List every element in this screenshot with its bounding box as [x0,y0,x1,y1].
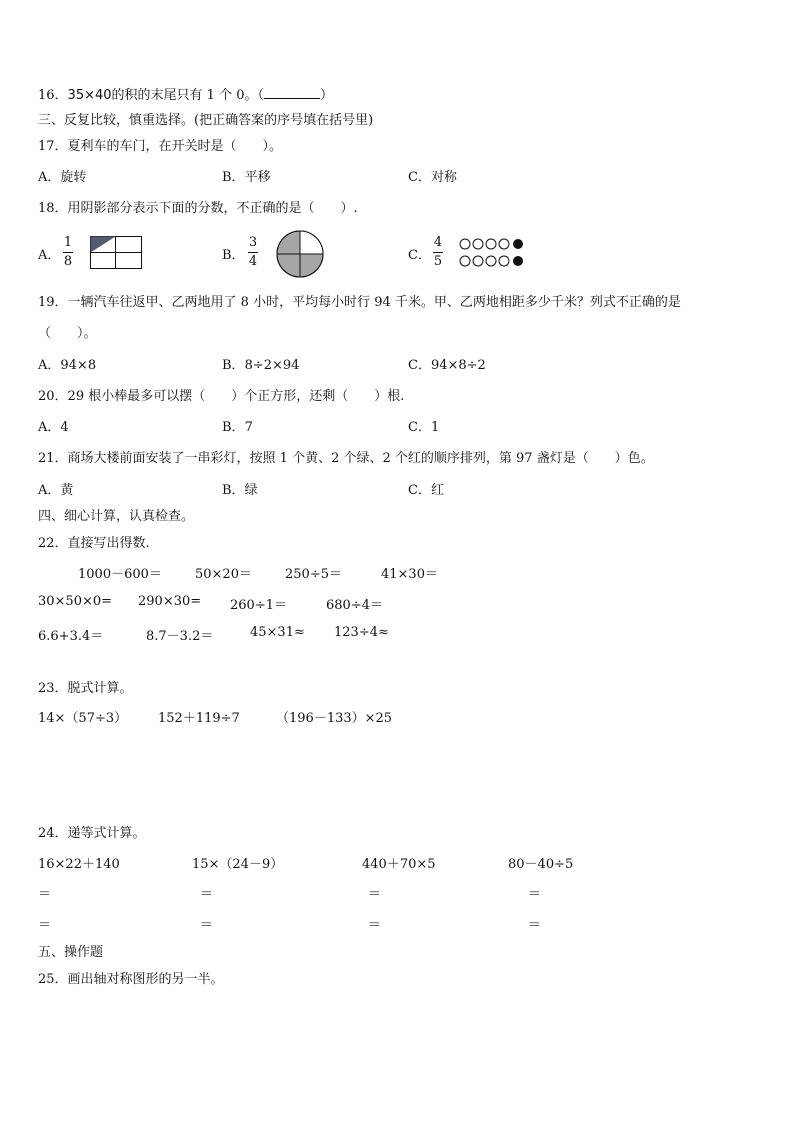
option-a[interactable]: A．4 [38,420,69,435]
question-24: 24．递等式计算。 [38,826,146,841]
question-23: 23．脱式计算。 [38,681,133,696]
section-4-heading: 四、细心计算，认真检查。 [38,509,195,524]
option-b[interactable]: B． [222,248,245,263]
calc-item: 440＋70×5 [362,857,436,872]
equals-sign: ＝ [38,887,52,902]
calc-item: 8.7－3.2＝ [146,629,214,644]
question-21: 21．商场大楼前面安装了一串彩灯，按照 1 个黄、2 个绿、2 个红的顺序排列，第 97 盏灯是（ ）色。 [38,451,654,466]
calc-item: 260÷1＝ [230,598,287,613]
calc-item: 14×（57÷3） [38,711,128,726]
option-c[interactable]: C．1 [408,420,440,435]
section-3-heading: 三、反复比较，慎重选择。(把正确答案的序号填在括号里) [38,113,374,128]
equals-sign: ＝ [368,918,382,933]
option-a[interactable]: A．94×8 [38,358,97,373]
option-c[interactable]: C．94×8÷2 [408,358,486,373]
question-22: 22．直接写出得数. [38,536,150,551]
equals-sign: ＝ [528,887,542,902]
question-19-bracket: （ ）。 [38,326,97,341]
equals-sign: ＝ [200,918,214,933]
fraction-three-quarters: 3 4 [248,235,258,269]
circle-figure [275,229,325,279]
option-c[interactable]: C． [408,248,431,263]
calc-item: （196－133）×25 [276,711,393,726]
calc-item: 50×20＝ [195,567,252,582]
question-17: 17．夏利车的车门，在开关时是（ ）。 [38,139,283,154]
equals-sign: ＝ [200,887,214,902]
option-b[interactable]: B．8÷2×94 [222,358,300,373]
dots-figure [458,237,534,269]
equals-sign: ＝ [528,918,542,933]
option-b[interactable]: B．绿 [222,483,258,498]
question-18: 18．用阴影部分表示下面的分数，不正确的是（ ）. [38,201,358,216]
answer-blank[interactable] [264,86,320,99]
calc-item: 1000－600＝ [78,567,162,582]
section-5-heading: 五、操作题 [38,945,104,960]
calc-item: 30×50×0= [38,594,113,609]
option-a[interactable]: A．旋转 [38,170,87,185]
calc-item: 80－40÷5 [508,857,574,872]
calc-item: 6.6+3.4＝ [38,629,104,644]
question-20: 20．29 根小棒最多可以摆（ ）个正方形，还剩（ ）根. [38,389,405,404]
question-16: 16．35×40的积的末尾只有 1 个 0。（ ） [38,88,333,103]
calc-item: 250÷5＝ [285,567,342,582]
option-b[interactable]: B．平移 [222,170,271,185]
option-a[interactable]: A．黄 [38,483,74,498]
calc-item: 123÷4≈ [334,625,389,640]
equals-sign: ＝ [368,887,382,902]
fraction-four-fifths: 4 5 [433,235,443,269]
calc-item: 16×22＋140 [38,857,120,872]
option-c[interactable]: C．红 [408,483,444,498]
calc-item: 41×30＝ [381,567,438,582]
option-a[interactable]: A． [38,248,61,263]
rectangle-grid-figure [90,236,142,269]
calc-item: 680÷4＝ [326,598,383,613]
option-b[interactable]: B．7 [222,420,253,435]
equals-sign: ＝ [38,918,52,933]
fraction-one-eighth: 1 8 [63,235,73,269]
question-25: 25．画出轴对称图形的另一半。 [38,972,224,987]
question-19: 19．一辆汽车往返甲、乙两地用了 8 小时，平均每小时行 94 千米。甲、乙两地相距多少千米？列式不正确的是 [38,295,681,310]
calc-item: 152＋119÷7 [158,711,240,726]
calc-item: 290×30= [138,594,202,609]
option-c[interactable]: C．对称 [408,170,457,185]
calc-item: 45×31≈ [250,625,305,640]
calc-item: 15×（24－9） [192,857,284,872]
